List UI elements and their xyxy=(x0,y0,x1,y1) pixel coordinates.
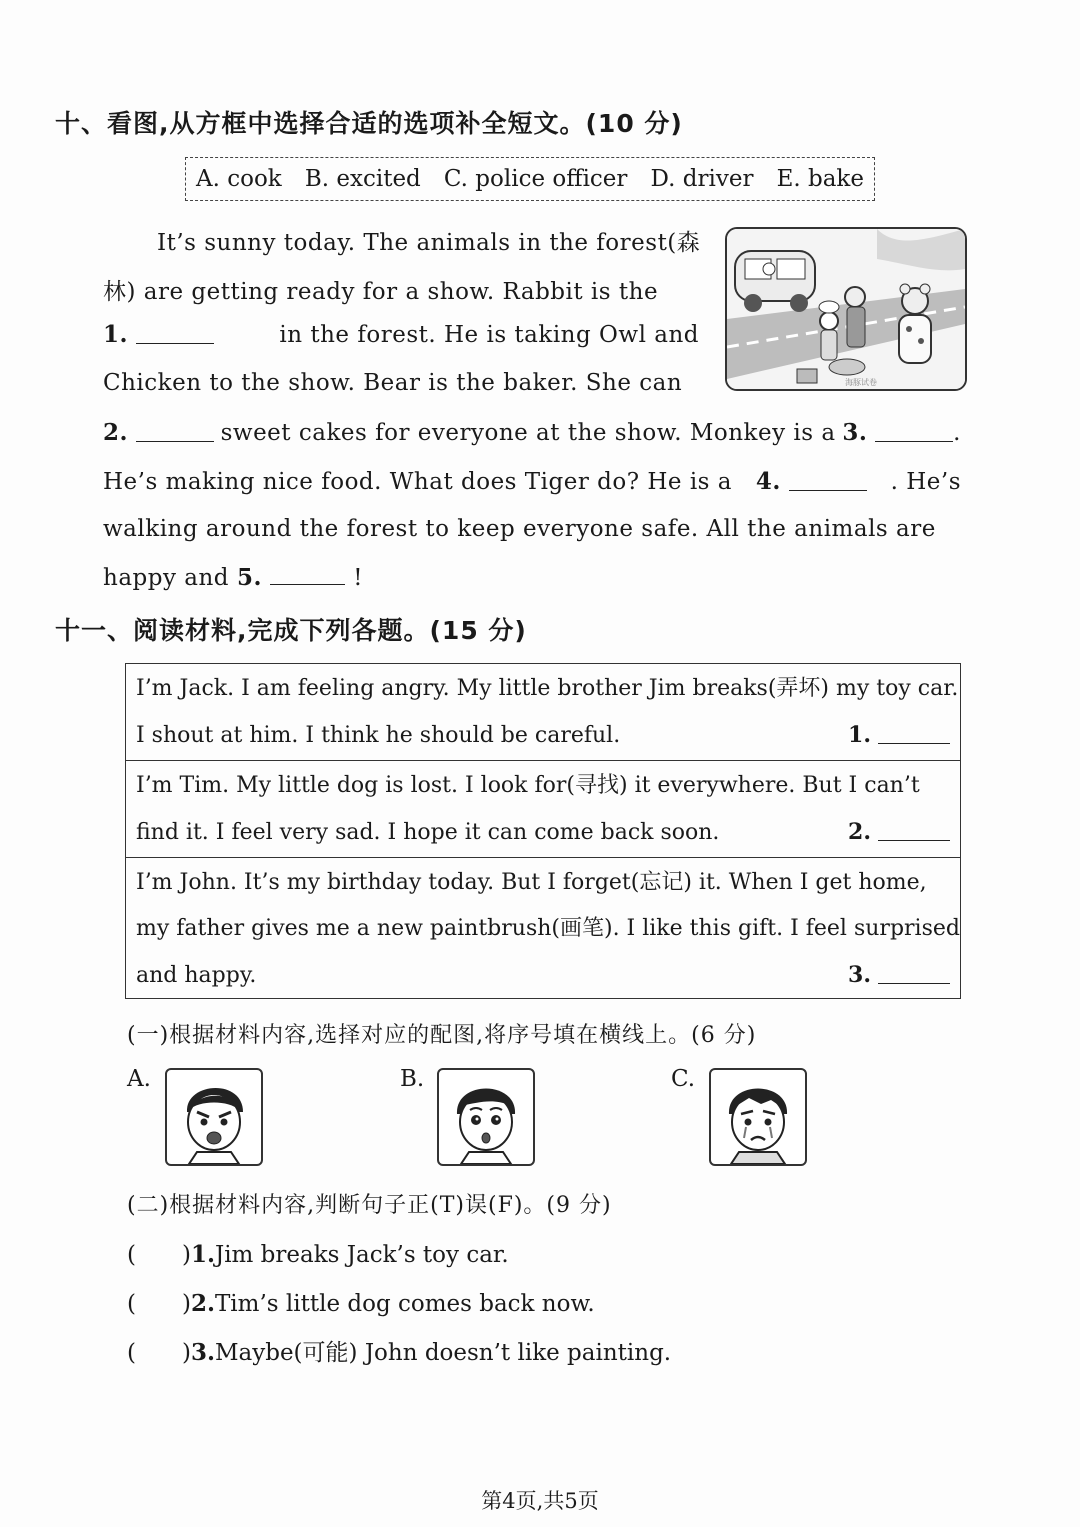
answer-blank-1[interactable] xyxy=(136,342,214,344)
part-2-heading: (二)根据材料内容,判断句子正(T)误(F)。(9 分) xyxy=(127,1193,612,1218)
option-b: B. excited xyxy=(304,166,421,192)
reading-material-table xyxy=(125,663,961,999)
surprised-boy-face[interactable] xyxy=(437,1068,535,1166)
choice-c-label: C. xyxy=(671,1066,696,1092)
answer-blank-4[interactable] xyxy=(789,489,867,491)
passage-line-4: Chicken to the show. Bear is the baker. She can xyxy=(103,370,683,396)
illustration-caption: 海豚试卷 xyxy=(845,378,877,387)
passage-line-5: 2. sweet cakes for everyone at the show. Monkey is a 3. . xyxy=(103,419,961,446)
section-11-heading: 十一、阅读材料,完成下列各题。(15 分) xyxy=(55,616,527,645)
tf-answer-slot[interactable]: ( ) xyxy=(127,1291,191,1317)
table-row: I’m Tim. My little dog is lost. I look for(寻找) it everywhere. But I can’t find it. I feel very sad. I hope it can come back soon. 2. xyxy=(126,760,960,857)
blank-number-1: 1. xyxy=(103,321,129,348)
page-footer: 第4页,共5页 xyxy=(481,1489,599,1513)
blank-number-5: 5. xyxy=(237,564,263,591)
blank-number-2: 2. xyxy=(103,419,129,446)
angry-boy-face[interactable] xyxy=(165,1068,263,1166)
answer-blank-5[interactable] xyxy=(270,583,345,585)
option-c: C. police officer xyxy=(443,166,628,192)
passage-line-8: happy and 5. ! xyxy=(103,564,363,591)
tf-item-1: ( )1.Jim breaks Jack’s toy car. xyxy=(127,1241,509,1268)
passage-line-1: It’s sunny today. The animals in the forest(森 xyxy=(157,230,701,256)
row-answer-blank-1[interactable] xyxy=(878,742,950,744)
forest-show-illustration xyxy=(725,227,967,391)
option-a: A. cook xyxy=(196,166,282,192)
passage-line-7: walking around the forest to keep everyone safe. All the animals are xyxy=(103,516,936,542)
table-row: I’m Jack. I am feeling angry. My little brother Jim breaks(弄坏) my toy car. I shout at him. I think he should be careful. 1. xyxy=(136,676,959,748)
sad-boy-face[interactable] xyxy=(709,1068,807,1166)
row-answer-number: 2. xyxy=(848,819,871,845)
angry-boy-face-icon xyxy=(167,1070,261,1164)
sad-boy-face-icon xyxy=(711,1070,805,1164)
row-answer-blank-2[interactable] xyxy=(878,839,950,841)
answer-blank-3[interactable] xyxy=(875,440,953,442)
passage-line-6: He’s making nice food. What does Tiger do? He is a 4. . He’s xyxy=(103,468,961,495)
row-answer-blank-3[interactable] xyxy=(878,982,950,984)
choice-a-label: A. xyxy=(127,1066,151,1092)
blank-number-3: 3. xyxy=(842,419,868,446)
blank-number-4: 4. xyxy=(755,468,781,495)
tf-answer-slot[interactable]: ( ) xyxy=(127,1242,191,1268)
surprised-boy-face-icon xyxy=(439,1070,533,1164)
row-answer-number: 1. xyxy=(848,722,871,748)
tf-answer-slot[interactable]: ( ) xyxy=(127,1340,191,1366)
forest-scene-drawing xyxy=(727,229,965,389)
part-1-heading: (一)根据材料内容,选择对应的配图,将序号填在横线上。(6 分) xyxy=(127,1023,757,1048)
option-d: D. driver xyxy=(650,166,754,192)
tf-item-3: ( )3.Maybe(可能) John doesn’t like painting. xyxy=(127,1339,672,1366)
answer-blank-2[interactable] xyxy=(136,440,214,442)
option-e: E. bake xyxy=(776,166,864,192)
section-10-heading: 十、看图,从方框中选择合适的选项补全短文。(10 分) xyxy=(55,109,683,138)
word-bank-box xyxy=(185,157,875,201)
tf-item-2: ( )2.Tim’s little dog comes back now. xyxy=(127,1290,595,1317)
choice-b-label: B. xyxy=(400,1066,425,1092)
row-answer-number: 3. xyxy=(848,962,871,988)
passage-line-2: 林) are getting ready for a show. Rabbit is the xyxy=(103,279,659,305)
passage-line-3: 1. in the forest. He is taking Owl and xyxy=(103,321,699,348)
table-row: I’m John. It’s my birthday today. But I forget(忘记) it. When I get home, my father gives me a new paintbrush(画笔). I like this gift. I feel surprised and happy. 3. xyxy=(126,857,960,997)
